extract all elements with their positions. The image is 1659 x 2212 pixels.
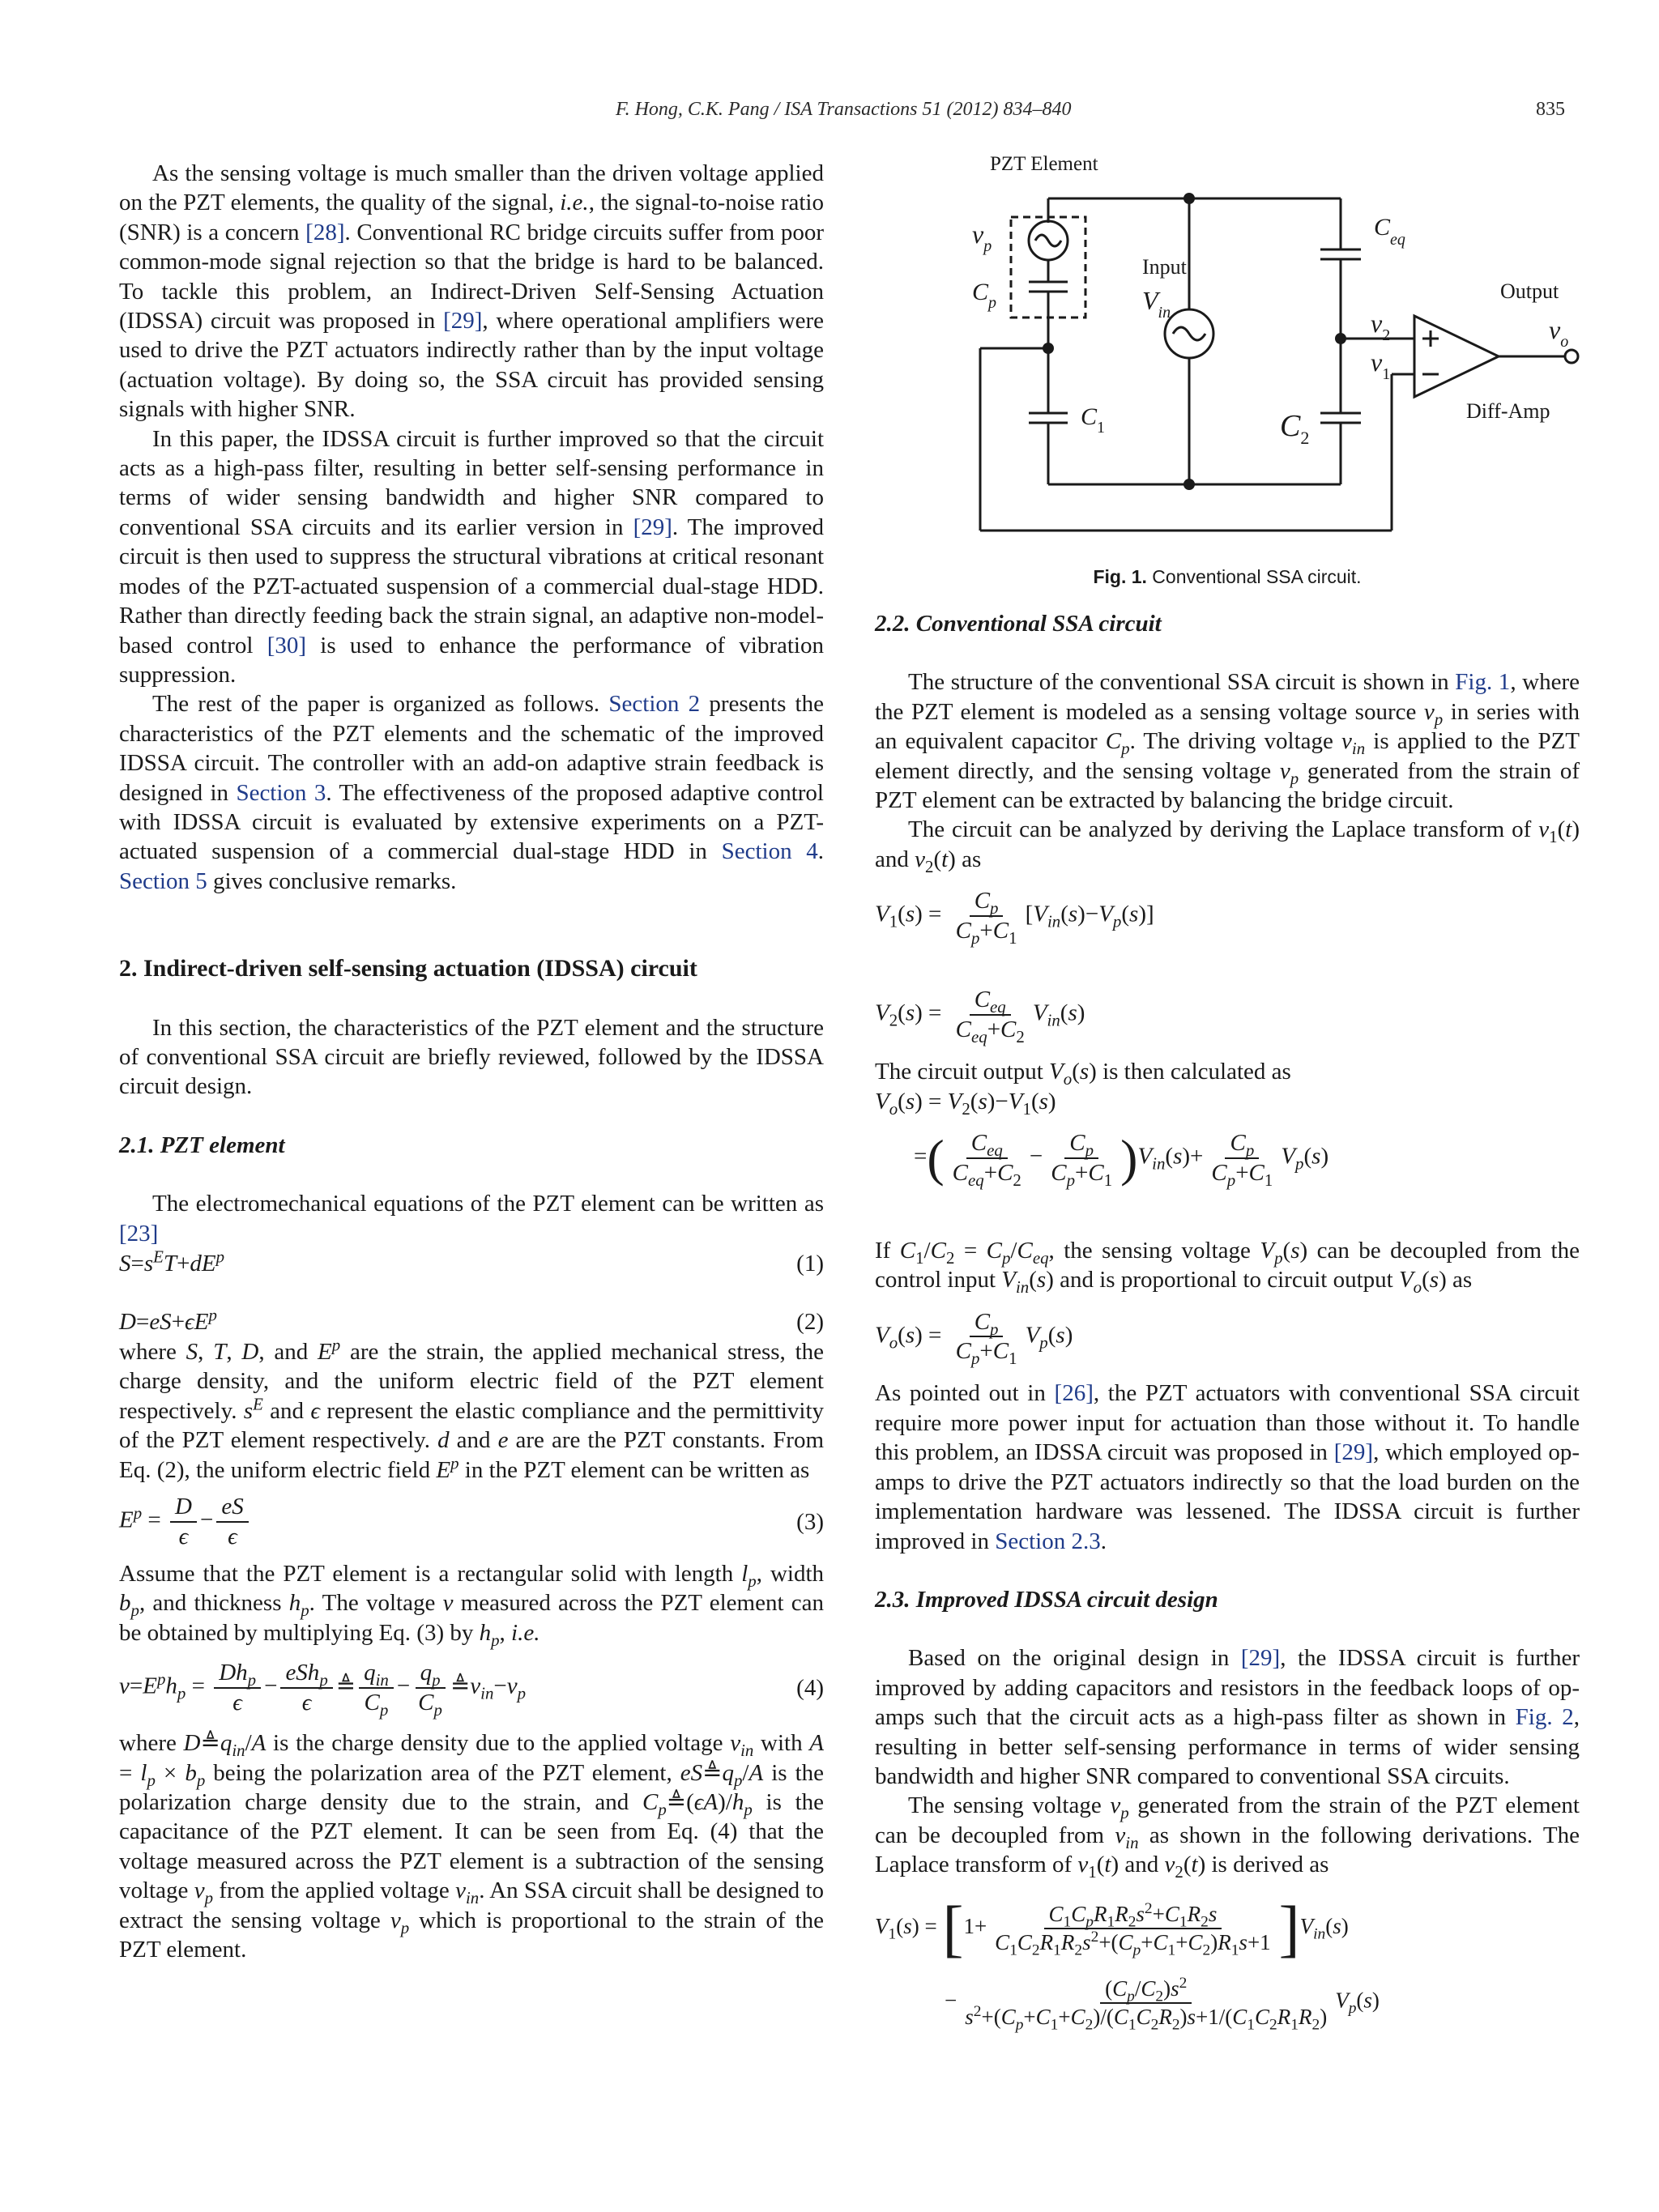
equation-3: $E^p$ = $\frac{D}{\epsilon}$ − $\frac{eS}{\epsilon}$ (3) xyxy=(119,1494,824,1550)
paragraph-laplace-analysis: The circuit can be analyzed by deriving the Laplace transform of $v_1(t)$ and $v_2(t)$ as xyxy=(875,816,1580,876)
left-column xyxy=(119,159,824,1965)
paragraph-charge-density: where $D≜q_{in}/A$ is the charge density due to the applied voltage $v_{in}$ with $A = l_p \times b_p$ being the polarization area of the PZT element, $eS≜q_p/A$ is the polarization charge density due to the strain, and $C_p≜(\epsilon A)/h_p$ is the capacitance of the PZT element. It can be seen from Eq. (4) that the voltage measured across the PZT element is a subtraction of the sensing voltage $v_p$ from the applied voltage $v_{in}$. An SSA circuit shall be designed to extract the sensing voltage $v_p$ which is proportional to the strain of the PZT element. xyxy=(119,1730,825,1963)
paragraph-rectangular-solid: Assume that the PZT element is a rectangular solid with length $l_p$, width $b_p$, and thickness $h_p$. The voltage v measured across the PZT element can be obtained by multiplying Eq. (3) by $h_p$, i.e. xyxy=(119,1561,825,1650)
citation-30[interactable]: [30] xyxy=(267,632,307,658)
citation-29[interactable]: [29] xyxy=(633,514,672,540)
junction-dot xyxy=(1183,193,1195,204)
junction-dot xyxy=(1183,479,1195,490)
ssa-circuit-diagram xyxy=(875,154,1580,559)
junction-dot xyxy=(1335,333,1346,344)
equation-v2-conventional: $V_2(s)$ = $\frac{C_{eq}}{C_{eq}+C_2}$ $V_{in}(s)$ xyxy=(875,987,1085,1047)
paragraph-intro-snr: As the sensing voltage is much smaller than the driven voltage applied on the PZT elements, the quality of the signal, i.e., the signal-to-noise ratio (SNR) is a concern [28]. Conventional RC bridge circuits suffer from poor common-mode signal rejection so that the bridge is hard to be balanced. To tackle this problem, an Indirect-Driven Self-Sensing Actuation (IDSSA) circuit was proposed in [29], where operational amplifiers were used to drive the PZT actuators indirectly rather than by the input voltage (actuation voltage). By doing so, the SSA circuit has provided sensing signals with higher SNR. xyxy=(119,160,825,423)
running-head: F. Hong, C.K. Pang / ISA Transactions 51 (2012) 834–840 xyxy=(616,99,1072,120)
symbol-c2: $C_2$ xyxy=(1280,409,1310,448)
citation-29[interactable]: [29] xyxy=(443,308,483,335)
page-number: 835 xyxy=(1536,99,1565,120)
symbol-c1: $C_1$ xyxy=(1081,403,1106,437)
paragraph-this-paper: In this paper, the IDSSA circuit is further improved so that the circuit acts as a high-pass filter, resulting in better self-sensing performance in terms of wider sensing bandwidth and higher SNR compared to conventional SSA circuits and its earlier version in [29]. The improved circuit is then used to suppress the structural vibrations at critical resonant modes of the PZT-actuated suspension of a commercial dual-stage HDD. Rather than directly feeding back the strain signal, an adaptive non-model-based control [30] is used to enhance the performance of vibration suppression. xyxy=(119,425,824,688)
symbol-cp: $C_p$ xyxy=(972,279,997,312)
paragraph-decoupling-condition: If $C_1/C_2 = C_p/C_{eq}$, the sensing voltage $V_p(s)$ can be decoupled from the control input $V_{in}(s)$ and is proportional to circuit output $V_o(s)$ as xyxy=(875,1237,1580,1297)
link-section-4[interactable]: Section 4 xyxy=(721,838,818,865)
symbol-vin: $V_{in}$ xyxy=(1142,286,1171,322)
link-section-2[interactable]: Section 2 xyxy=(608,691,701,718)
paragraph-circuit-output: The circuit output $V_o(s)$ is then calculated as xyxy=(875,1059,1291,1089)
equation-vo-proportional: $V_o(s)$ = $\frac{C_p}{C_p+C_1}$ $V_p(s)$ xyxy=(875,1308,1073,1369)
equation-2: $D=eS+\epsilon E^p$ (2) xyxy=(119,1305,824,1335)
diff-amp xyxy=(1414,316,1499,397)
paragraph-section-2-intro: In this section, the characteristics of the PZT element and the structure of conventional SSA circuit are briefly reviewed, followed by the IDSSA circuit design. xyxy=(119,1014,824,1100)
paragraph-electromechanical: The electromechanical equations of the PZT element can be written as [23] xyxy=(119,1191,824,1247)
symbol-v2: $v_2$ xyxy=(1371,309,1391,344)
figure-1-caption: Fig. 1. Conventional SSA circuit. xyxy=(1093,566,1362,587)
link-section-5[interactable]: Section 5 xyxy=(119,867,207,894)
symbol-v1: $v_1$ xyxy=(1371,347,1391,383)
section-heading-2: 2. Indirect-driven self-sensing actuation (IDSSA) circuit xyxy=(119,955,697,982)
label-output: Output xyxy=(1500,279,1559,303)
label-pzt-element: PZT Element xyxy=(990,154,1098,175)
link-section-2-3[interactable]: Section 2.3 xyxy=(995,1528,1101,1554)
paragraph-power-input: As pointed out in [26], the PZT actuators with conventional SSA circuit require more power input for actuation than those without it. To handle this problem, an IDSSA circuit was proposed in [29], which employed op-amps to drive the PZT actuators indirectly so that the load burden on the implementation hardware was lessened. The IDSSA circuit is further improved in Section 2.3. xyxy=(875,1380,1580,1554)
citation-29[interactable]: [29] xyxy=(1240,1645,1281,1672)
label-input: Input xyxy=(1142,255,1187,279)
equation-vo-line1: $V_o(s) = V_2(s)-V_1(s)$ xyxy=(875,1089,1056,1119)
paragraph-improved-design: Based on the original design in [29], the IDSSA circuit is further improved by adding capacitors and resistors in the feedback loops of op-amps such that the circuit acts as a high-pass filter as shown in Fig. 2, resulting in better self-sensing performance in terms of wider sensing bandwidth and higher SNR compared to conventional SSA circuits. xyxy=(875,1645,1580,1789)
citation-23[interactable]: [23] xyxy=(119,1220,159,1247)
label-diff-amp: Diff-Amp xyxy=(1466,399,1550,423)
paragraph-where-strain: where S, T, D, and $E^p$ are the strain, the applied mechanical stress, the charge density, and the uniform electric field of the PZT element respectively. $s^E$ and ϵ represent the elastic compliance and the permittivity of the PZT element respectively. d and e are are the PZT constants. From Eq. (2), the uniform electric field $E^p$ in the PZT element can be written as xyxy=(119,1335,825,1483)
equation-v1-improved-line1: $V_1(s) = [1+$ $\frac{C_1C_pR_1R_2s^2+C_1R_2s}{C_1C_2R_1R_2s^2+(C_p+C_1+C_2)R_1s+1}$ ]$V_{in}(s)$ xyxy=(875,1892,1349,1963)
junction-dot xyxy=(1043,343,1054,354)
symbol-vp: $v_p$ xyxy=(972,219,992,255)
paragraph-sensing-decoupled: The sensing voltage $v_p$ generated from the strain of the PZT element can be decoupled from $v_{in}$ as shown in the following derivations. The Laplace transform of $v_1(t)$ and $v_2(t)$ is derived as xyxy=(875,1792,1580,1882)
subsection-heading-2-1: 2.1. PZT element xyxy=(119,1132,285,1158)
link-figure-2[interactable]: Fig. 2 xyxy=(1515,1704,1574,1731)
figure-1-ssa-circuit xyxy=(875,154,1580,591)
link-section-3[interactable]: Section 3 xyxy=(236,779,326,806)
output-terminal xyxy=(1565,350,1578,363)
citation-28[interactable]: [28] xyxy=(305,219,345,245)
link-figure-1[interactable]: Fig. 1 xyxy=(1455,669,1511,696)
symbol-vo: $v_o$ xyxy=(1549,315,1569,351)
equation-4: $v=E^ph_p$ = $\frac{Dh_p}{\epsilon}$ − $\frac{eSh_p}{\epsilon}$ ≜ $\frac{q_{in}}{C_p}$ − $\frac{q_p}{C_p}$ $≜v_{in}-v_p$ (4) xyxy=(119,1660,824,1720)
equation-vo-line2: =( $\frac{C_{eq}}{C_{eq}+C_2}$ − $\frac{C_p}{C_p+C_1}$ )$V_{in}(s)+$ $\frac{C_p}{C_p+C_1}$ $V_p(s)$ xyxy=(914,1128,1329,1190)
citation-26[interactable]: [26] xyxy=(1054,1380,1094,1407)
equation-v1-conventional: $V_1(s)$ = $\frac{C_p}{C_p+C_1}$ $[V_{in}(s)-V_p(s)]$ xyxy=(875,888,1154,948)
paragraph-conventional-ssa: The structure of the conventional SSA circuit is shown in Fig. 1, where the PZT element is modeled as a sensing voltage source $v_p$ in series with an equivalent capacitor $C_p$. The driving voltage $v_{in}$ is applied to the PZT element directly, and the sensing voltage $v_p$ generated from the strain of PZT element can be extracted by balancing the bridge circuit. xyxy=(875,669,1580,814)
citation-29[interactable]: [29] xyxy=(1333,1439,1374,1466)
ac-symbol xyxy=(1035,235,1061,246)
symbol-ceq: $C_{eq}$ xyxy=(1374,214,1405,249)
paragraph-organization: The rest of the paper is organized as follows. Section 2 presents the characteristics of the PZT elements and the schematic of the improved IDSSA circuit. The controller with an add-on adaptive strain feedback is designed in Section 3. The effectiveness of the proposed adaptive control with IDSSA circuit is evaluated by extensive experiments on a PZT-actuated suspension of a commercial dual-stage HDD in Section 4. Section 5 gives conclusive remarks. xyxy=(119,691,824,894)
subsection-heading-2-3: 2.3. Improved IDSSA circuit design xyxy=(875,1586,1218,1613)
ac-symbol xyxy=(1173,327,1205,340)
subsection-heading-2-2: 2.2. Conventional SSA circuit xyxy=(875,611,1162,637)
equation-v1-improved-line2: − $\frac{(C_p/C_2)s^2}{s^2+(C_p+C_1+C_2)/(C_1C_2R_2)s+1/(C_1C_2R_1R_2)}$ $V_p(s)$ xyxy=(945,1975,1380,2033)
equation-1: $S=s^ET+dE^p$ (1) xyxy=(119,1247,824,1276)
right-column xyxy=(875,154,1580,2037)
